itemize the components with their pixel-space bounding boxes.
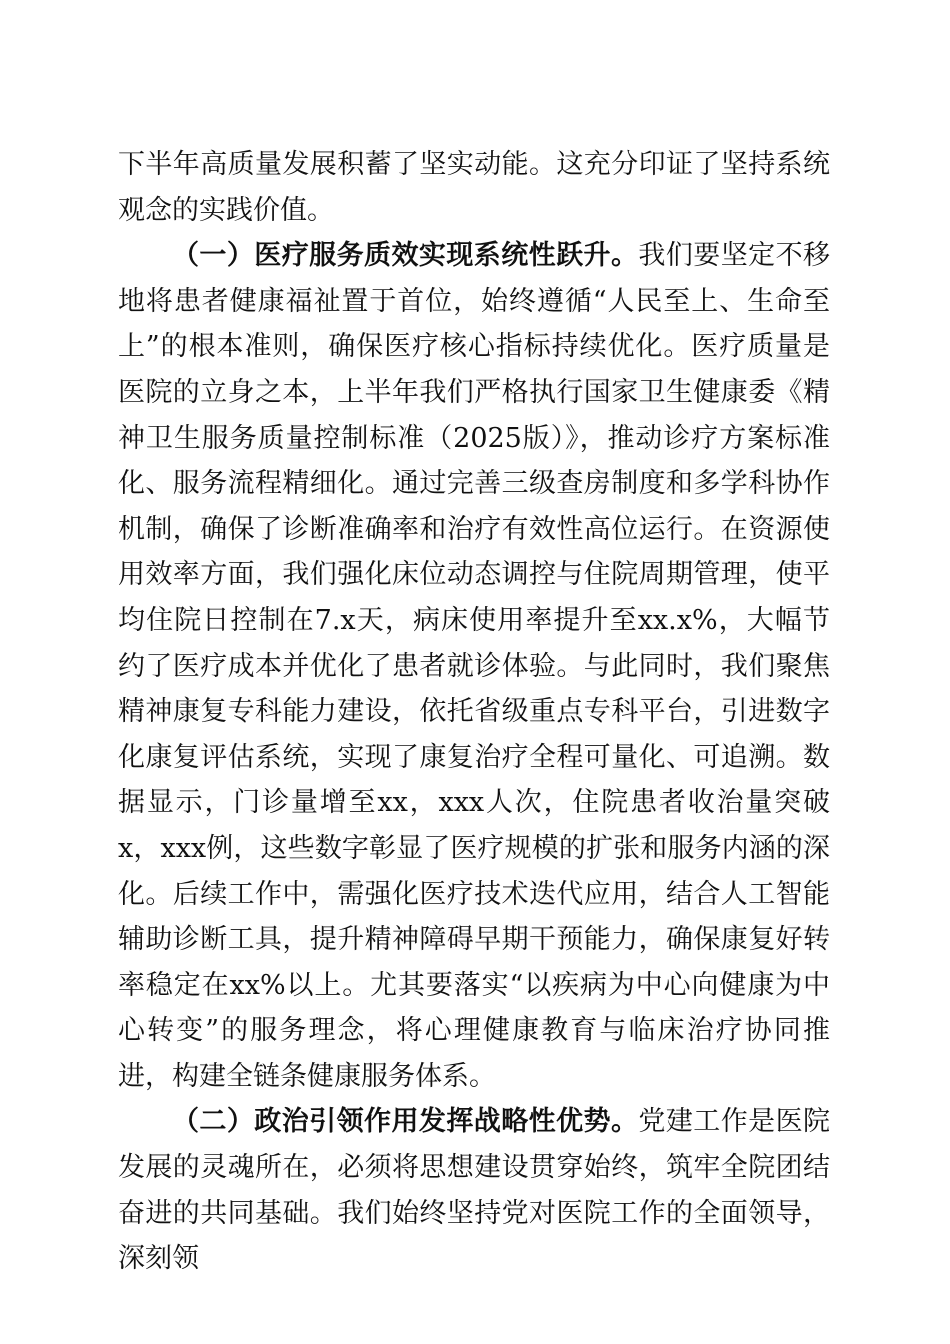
paragraph-continuation — [118, 142, 830, 233]
section-body-1: 我们要坚定不移地将患者健康福祉置于首位，始终遵循“人民至上、生命至上”的根本准则，确保医疗核心指标持续优化。医疗质量是医院的立身之本，上半年我们严格执行国家卫生健康委《精神卫生服务质量控制标准（2025版）》，推动诊疗方案标准化、服务流程精细化。通过完善三级查房制度和多学科协作机制，确保了诊断准确率和治疗有效性高位运行。在资源使用效率方面，我们强化床位动态调控与住院周期管理，使平均住院日控制在7.x天，病床使用率提升至xx.x%，大幅节约了医疗成本并优化了患者就诊体验。与此同时，我们聚焦精神康复专科能力建设，依托省级重点专科平台，引进数字化康复评估系统，实现了康复治疗全程可量化、可追溯。数据显示，门诊量增至xx，xxx人次，住院患者收治量突破x，xxx例，这些数字彰显了医疗规模的扩张和服务内涵的深化。后续工作中，需强化医疗技术迭代应用，结合人工智能辅助诊断工具，提升精神障碍早期干预能力，确保康复好转率稳定在xx%以上。尤其要落实“以疾病为中心向健康为中心转变”的服务理念，将心理健康教育与临床治疗协同推进，构建全链条健康服务体系。 — [118, 240, 830, 1092]
section-heading-1: （一）医疗服务质效实现系统性跃升。 — [172, 240, 639, 272]
paragraph-section-1 — [118, 233, 830, 1099]
document-body — [118, 142, 830, 1282]
paragraph-text: 下半年高质量发展积蓄了坚实动能。这充分印证了坚持系统观念的实践价值。 — [118, 149, 830, 226]
section-heading-2: （二）政治引领作用发挥战略性优势。 — [172, 1106, 639, 1138]
paragraph-section-2 — [118, 1099, 830, 1281]
section-body-2: 党建工作是医院发展的灵魂所在，必须将思想建设贯穿始终，筑牢全院团结奋进的共同基础。我们始终坚持党对医院工作的全面领导，深刻领 — [118, 1106, 830, 1275]
